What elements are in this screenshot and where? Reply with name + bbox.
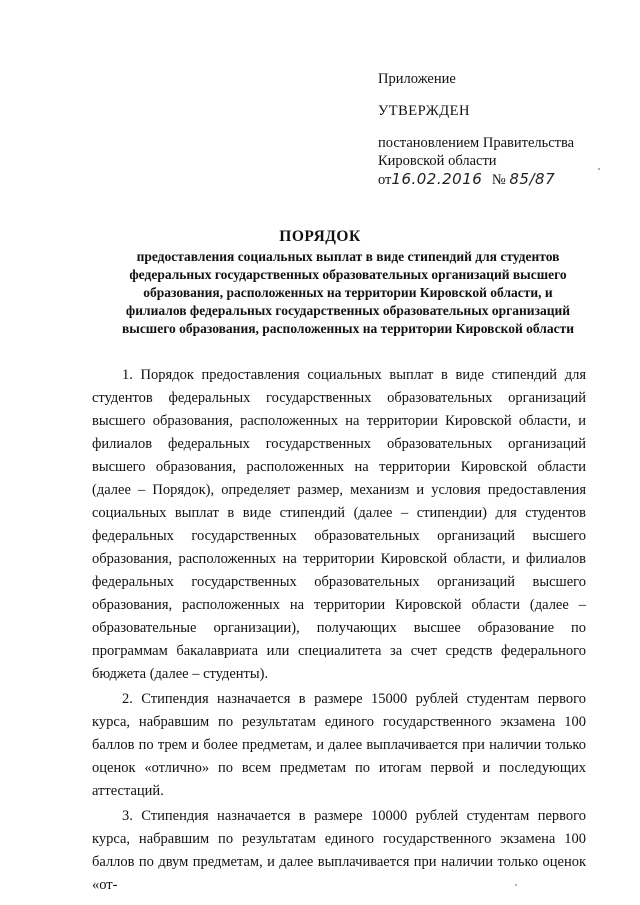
document-subtitle: предоставления социальных выплат в виде стипендий для студентов федеральных государственных образовательных организаций высшего образования, расположенных на территории Кировской области, и филиалов федеральных государственных образовательных организаций высшего образования, расположенных на территории Кировской области [121,249,574,336]
decree-date-line [378,170,618,189]
scan-speck [515,884,517,886]
appendix-label: Приложение [378,71,456,87]
paragraph-1: 1. Порядок предоставления социальных выплат в виде стипендий для студентов федеральных государственных образовательных организаций высшего образования, расположенных на территории Кировской области, и филиалов федеральных государственных образовательных организаций высшего образования, расположенных на территории Кировской области (далее – Порядок), определяет размер, механизм и условия предоставления социальных выплат в виде стипендий (далее – стипендии) для студентов федеральных государственных образовательных организаций высшего образования, расположенных на территории Кировской области, и филиалов федеральных государственных образовательных организаций высшего образования, расположенных на территории Кировской области (далее – образовательные организации), получающих высшее образование по программам бакалавриата или специалитета за счет средств федерального бюджета (далее – студенты). [92,367,586,682]
handwritten-number: 85/87 [509,170,556,188]
approval-block [378,70,618,189]
decree-line-2: Кировской области [378,153,497,169]
handwritten-date: 16.02.2016 [391,170,483,188]
decree-line-1: постановлением Правительства [378,135,575,151]
document-body [92,364,586,897]
document-title: ПОРЯДОК [279,228,361,245]
date-prefix: от [378,172,392,188]
paragraph-3: 3. Стипендия назначается в размере 10000 рублей студентам первого курса, набравшим по результатам единого государственного экзамена 100 баллов по двум предметам, и далее выплачивается при наличии только оценок «от- [92,808,586,893]
paragraph-2: 2. Стипендия назначается в размере 15000 рублей студентам первого курса, набравшим по результатам единого государственного экзамена 100 баллов по трем и более предметам, и далее выплачивается при наличии только оценок «отлично» по всем предметам по итогам первой и последующих аттестаций. [92,691,586,799]
scan-speck [598,168,600,170]
approved-label: УТВЕРЖДЕН [378,103,470,119]
number-prefix: № [491,172,506,188]
